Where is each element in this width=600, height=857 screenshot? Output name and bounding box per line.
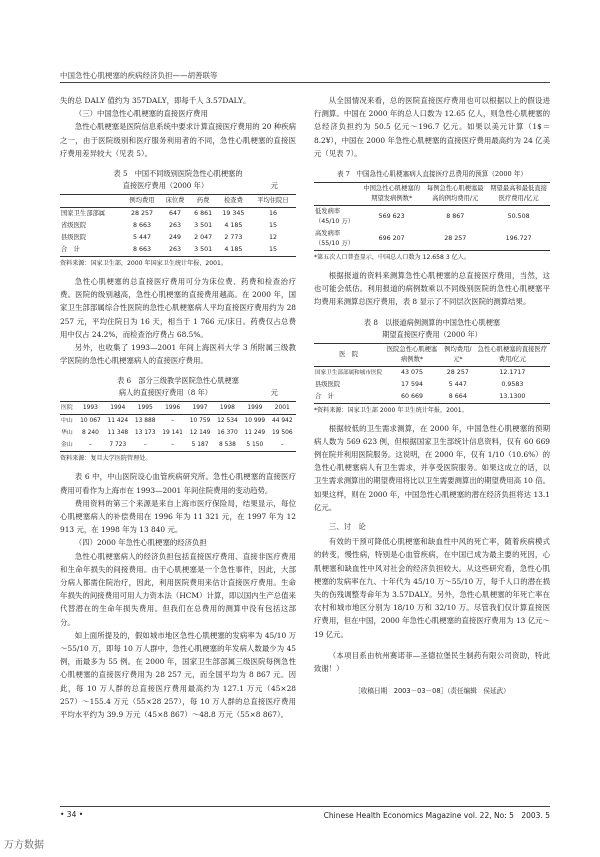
received-date: ［收稿日期 2003－03－08］（责任编辑 侯延武） [354, 687, 510, 696]
section-heading: 三、讨 论 [328, 522, 366, 532]
table-row: 合 计 60 669 8 664 13.1300 [315, 392, 526, 400]
paragraph: 根据较低的卫生需求测算，在 2000 年，中国急性心肌梗塞的预期病人数为 569 623 例，但根据国家卫生部统计信息资料，仅有 60 669 例在院并利用医院服务。这说明，在 2000 年，仅有 1/10（10.6%）的急性心肌梗塞病人有卫生需求，并享受医院服务。如果这成立的话，以卫生需求测算出的期望费用将比以卫生需要测算出的期望费用高 10 倍。如果这样，则在 2000 年，中国急性心肌梗塞的潜在经济负担将达 13.1 亿元。 [314, 423, 550, 512]
paragraph: 根据报道的资料来测算急性心肌梗塞的总直接医疗费用，当然，这也可能会低估。利用报道的病例数乘以不同级别医院的急性心肌梗塞平均费用来测算总医疗费用，表 8 显示了不同层次医院的测算结果。 [314, 271, 550, 307]
table-5: 例均费用 床位费 药费 检查费 平均住院日 国家卫生部部属 28 257 647 6 861 19 345 16 省级医院 8 663 263 3 501 4 185 15 县级医院 5 447 249 2 047 2 773 12 合 计 8 663 263 3 501 4 185 15 [60, 194, 296, 257]
table-5-caption: 表 5 中国不同级别医院急性心肌梗塞的 直接医疗费用（2000 年） 元 [113, 169, 278, 191]
table-row: 低发病率（45/10 万） 569 623 8 867 50.508 [315, 208, 530, 226]
table-row: 县级医院 17 594 5 447 0.9583 [315, 380, 524, 388]
paragraph: 有效的干预可降低心肌梗塞和缺血性中风的死亡率，随着疾病模式的转变，慢性病，特别是心血管疾病，在中国已成为最主要的死因，心肌梗塞和缺血性中风对社会的经济负担较大。从这些研究看，急性心肌梗塞的发病率在九、十年代为 45/10 万～55/10 万，每千人口的潜在损失的伤残调整寿命年为 3.57DALY。另外，急性心肌梗塞的年死亡率在农村和城市地区分别为 18/10 万和 32/10 万。尽管我们仅计算直接医疗费用，但在中国，2000 年急性心肌梗塞的直接医疗费用为 13 亿元～19 亿元。 [314, 537, 550, 639]
paragraph: 另外，也收集了 1993—2001 年间上海医科大学 3 所附属三级教学医院的急性心肌梗塞病人的直接医疗费用。 [60, 343, 296, 366]
table-row: 县级医院 5 447 249 2 047 2 773 12 [61, 234, 277, 242]
paragraph: 表 6 中，中山医院设心血管疾病研究所。急性心肌梗塞的直接医疗费用可看作为上海市在 1993—2001 年间住院费用的变动趋势。 [60, 472, 296, 495]
paragraph: 急性心肌梗塞的总直接医疗费用可分为床位费、药费和检查治疗费。医院的级别越高，急性心肌梗塞的直接费用越高。在 2000 年，国家卫生部部属综合性医院的急性心肌梗塞病人平均直接医疗费用约为 28 257 元，平均住院日为 16 天，相当于 1 766 元/床日。药费仅占总费用中仅占 24.2%，而检查治疗费占 68.5%。 [60, 277, 296, 339]
journal-citation: Chinese Health Economics Magazine vol. 22, No: 5 2003. 5 [323, 811, 550, 820]
watermark: 万方数据 [4, 840, 44, 851]
table-row: 合 计 8 663 263 3 501 4 185 15 [61, 246, 277, 254]
table-row: 金山 – 7 723 – – 5 187 8 538 5 150 – [61, 442, 284, 449]
page-number: • 34 • [60, 810, 84, 819]
table-7-note: *第五次人口普查显示，中国总人口数为 12.658 3 亿人。 [314, 254, 470, 262]
left-column [60, 94, 296, 721]
table-row: 国家卫生部部属 28 257 647 6 861 19 345 16 [61, 210, 277, 218]
table-7-caption: 表 7 中国急性心肌梗塞病人直接医疗总费用的预算（2000 年） [336, 170, 527, 179]
table-row: 高发病率（55/10 万） 696 207 28 257 196.727 [315, 230, 532, 248]
paragraph: 费用资料的第三个来源是来自上海市医疗保险局，结果显示，每位心肌梗塞病人的补偿费用在 1996 年为 11 321 元，在 1997 年为 12 913 元，在 1998 年为 13 840 元。 [60, 498, 296, 535]
paragraph: 如上面所提及的，假如城市地区急性心肌梗塞的发病率为 45/10 万～55/10 万，即每 10 万人群中，急性心肌梗塞的年发病人数最少为 45 例，而最多为 55 例。在 2000 年，国家卫生部部属三级医院每例急性心肌梗塞的直接医疗费用为 28 257 元，而全国平均为 8 867 元。因此，每 10 万人群的总直接医疗费用最高约为 127.1 万元（45×28 257）～155.4 万元（55×28 257），每 10 万人群的总直接医疗费用平均水平约为 39.9 万元（45×8 867）～48.8 万元（55×8 867）。 [60, 630, 296, 720]
running-head: 中国急性心肌梗塞的疾病经济负担——胡善联等 [60, 71, 218, 80]
table-8-caption: 表 8 以报道病例测算的中国急性心肌梗塞 期望直接医疗费用（2000 年） [363, 317, 501, 339]
right-column [314, 94, 550, 698]
paragraph: 急性心肌梗塞是医院信息系统中要求计算直接医疗费用的 20 种疾病之一，由于医院级别和医疗服务利用者的不同，急性心肌梗塞的直接医疗费用差异较大（见表 5）。 [60, 122, 296, 158]
table-8-note: *资料来源：国家卫生部 2000 年卫生统计年报，2001。 [314, 406, 468, 414]
paragraph: 急性心肌梗塞病人的经济负担包括直接医疗费用、直接非医疗费用和生命年损失的间接费用。由于心肌梗塞是一个急性事件，因此，大部分病人都需住院治疗，因此，利用医院费用来估计直接医疗费用。生命年损失的间接费用可用人力资本法（HCM）计算，即以国内生产总值来代替潜在的生命年损失费用。但我们在总费用的测算中没有包括这部分。 [60, 551, 296, 627]
paragraph: 从全国情况来看，总的医院直接医疗费用也可以根据以上的假设进行测算。中国在 2000 年的总人口数为 12.65 亿人，则急性心肌梗塞的总经济负担约为 50.5 亿元～196.7 亿元。如果以美元计算（1$＝8.2¥），中国在 2000 年急性心肌梗塞的直接医疗费用最高约为 24 亿美元（见表 7）。 [314, 96, 550, 158]
table-row: 中山 10 067 11 424 13 888 – 10 759 12 534 10 999 44 942 [61, 418, 293, 425]
footer-rule [60, 806, 550, 807]
table-row: 华山 8 240 11 348 13 173 19 141 12 149 16 370 11 249 19 506 [61, 430, 293, 437]
table-7: 中国急性心肌梗塞的期望发病例数* 每例急性心肌梗塞最高的例均费用/元 期望最高和最低直接医疗费用/亿元 低发病率（45/10 万） 569 623 8 867 50.508 高发病率（55/10 万） 696 207 28 257 196.727 [314, 182, 550, 251]
section-heading: （三）中国急性心肌梗塞的直接医疗费用 [74, 109, 208, 119]
paragraph: 失的总 DALY 值约为 357DALY，即每千人 3.57DALY。 [60, 96, 251, 105]
table-5-note: 资料来源：国家卫生部，2000 年国家卫生统计年报，2001。 [60, 260, 228, 268]
table-6-note: 资料来源：复旦大学医院管理处。 [60, 455, 152, 463]
table-row: 国家卫生部部属和城市医院 43 075 28 257 12.1717 [315, 368, 526, 376]
table-8: 医 院 医院急性心肌梗塞病例数* 例均费用/元* 急性心肌梗塞的直接医疗费用/亿元 国家卫生部部属和城市医院 43 075 28 257 12.1717 县级医院 17 594 5 447 0.9583 合 计 60 669 8 664 13.1300 [314, 343, 550, 404]
section-heading: （四）2000 年急性心肌梗塞的经济负担 [74, 538, 207, 548]
table-6: 医院 1993 1994 1995 1996 1997 1998 1999 2001 中山 10 067 11 424 13 888 – 10 759 12 534 10 999 44 942 华山 8 240 11 348 13 173 19 141 12 149 16 370 11 249 19 506 金山 – 7 723 – – 5 187 8 538 5 150 – [60, 401, 296, 452]
table-6-caption: 表 6 部分三级教学医院急性心肌梗塞 病人的直接医疗费用（8 年） 元 [117, 376, 278, 398]
funding-note: （本项目系由杭州赛诺菲—圣德拉堡民生制药有限公司资助，特此致谢！） [314, 650, 550, 674]
table-row: 省级医院 8 663 263 3 501 4 185 15 [61, 222, 277, 230]
header-rule [60, 82, 550, 83]
